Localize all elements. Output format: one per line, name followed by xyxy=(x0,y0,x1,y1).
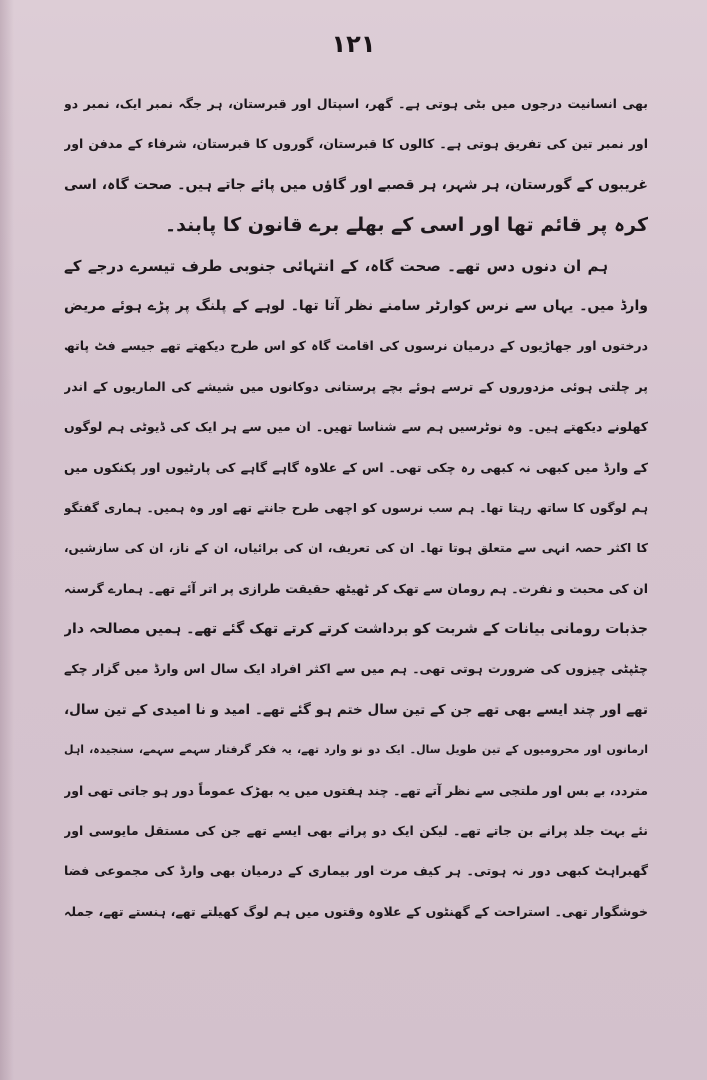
text-line: پر چلتی ہوئی مزدوروں کے ترسے ہوئے بچے پرستانی دوکانوں میں شیشے کی الماریوں کے اندر xyxy=(64,378,648,394)
text-line: اور نمبر تین کی تفریق ہوتی ہے۔ کالوں کا قبرستان، گوروں کا قبرستان، شرفاء کے مدفن اور xyxy=(64,136,648,152)
text-line: بھی انسانیت درجوں میں بٹی ہوتی ہے۔ گھر، اسپتال اور قبرستان، ہر جگہ نمبر ایک، نمبر دو xyxy=(64,96,648,111)
text-line: چٹپٹی چیزوں کی ضرورت ہوتی تھی۔ ہم میں سے اکثر افراد ایک سال اس وارڈ میں گزار چکے xyxy=(64,661,648,677)
text-line: کا اکثر حصہ انہی سے متعلق ہوتا تھا۔ ان کی تعریف، ان کی برائیاں، ان کے ناز، ان کی سازشیں، xyxy=(64,541,648,556)
text-line: تھے اور چند ایسے بھی تھے جن کے تین سال ختم ہو گئے تھے۔ امید و نا امیدی کے تین سال، xyxy=(64,701,648,718)
text-line: گھبراہٹ کبھی دور نہ ہوتی۔ ہر کیف مرت اور بیماری کے درمیان بھی وارڈ کی مجموعی فضا xyxy=(64,863,648,879)
text-line: درختوں اور جھاڑیوں کے درمیان نرسوں کی اقامت گاہ کو اس طرح دیکھتے تھے جیسے فٹ پاتھ xyxy=(64,338,648,354)
body-text xyxy=(64,84,648,932)
text-line: نئے بہت جلد پرانے بن جاتے تھے۔ لیکن ایک دو پرانے بھی ایسے تھے جن کی مستقل مایوسی اور xyxy=(64,823,648,839)
text-line: ارمانوں اور محرومیوں کے تین طویل سال۔ ایک دو نو وارد تھے، یہ فکر گرفتار سہمے سہمے، سنجیدہ، اہل xyxy=(64,743,648,757)
text-line: کرہ پر قائم تھا اور اسی کے بھلے برے قانون کا پابند۔ xyxy=(165,214,648,237)
text-line: کھلونے دیکھتے ہیں۔ وہ نوٹرسیں ہم سے شناسا تھیں۔ ان میں سے ہر ایک کی ڈیوٹی ہم لوگوں xyxy=(64,419,648,435)
text-line: ہم ان دنوں دس تھے۔ صحت گاہ، کے انتہائی جنوبی طرف تیسرے درجے کے xyxy=(64,256,608,275)
text-line: غریبوں کے گورستان، ہر شہر، ہر قصبے اور گاؤں میں پائے جاتے ہیں۔ صحت گاہ، اسی xyxy=(64,176,648,193)
text-line: وارڈ میں۔ یہاں سے نرس کوارٹر سامنے نظر آتا تھا۔ لوہے کے پلنگ پر پڑے ہوئے مریض xyxy=(64,297,648,314)
text-line: خوشگوار تھی۔ استراحت کے گھنٹوں کے علاوہ وقتوں میں ہم لوگ کھیلتے تھے، ہنستے تھے، جملہ xyxy=(64,903,648,919)
text-line: متردد، بے بس اور ملتجی سے نظر آتے تھے۔ چند ہفتوں میں یہ بھڑک عموماً دور ہو جاتی تھی اور xyxy=(64,782,648,798)
text-line: ان کی محبت و نفرت۔ ہم رومان سے تھک کر ٹھیٹھ حقیقت طرازی پر اتر آئے تھے۔ ہمارے گرسنہ xyxy=(64,580,648,596)
text-line: کے وارڈ میں کبھی نہ کبھی رہ چکی تھی۔ اس کے علاوہ گاہے گاہے کی پارٹیوں اور پکنکوں میں xyxy=(64,459,648,475)
page-number: ۱۲۱ xyxy=(331,30,376,58)
text-line: ہم لوگوں کا ساتھ رہتا تھا۔ ہم سب نرسوں کو اچھی طرح جانتے تھے اور وہ ہمیں۔ ہماری گفتگو xyxy=(64,500,648,515)
text-line: جذبات رومانی بیانات کے شربت کو برداشت کرتے کرتے تھک گئے تھے۔ ہمیں مصالحہ دار xyxy=(64,621,648,638)
page-edge-shadow xyxy=(0,0,14,1080)
